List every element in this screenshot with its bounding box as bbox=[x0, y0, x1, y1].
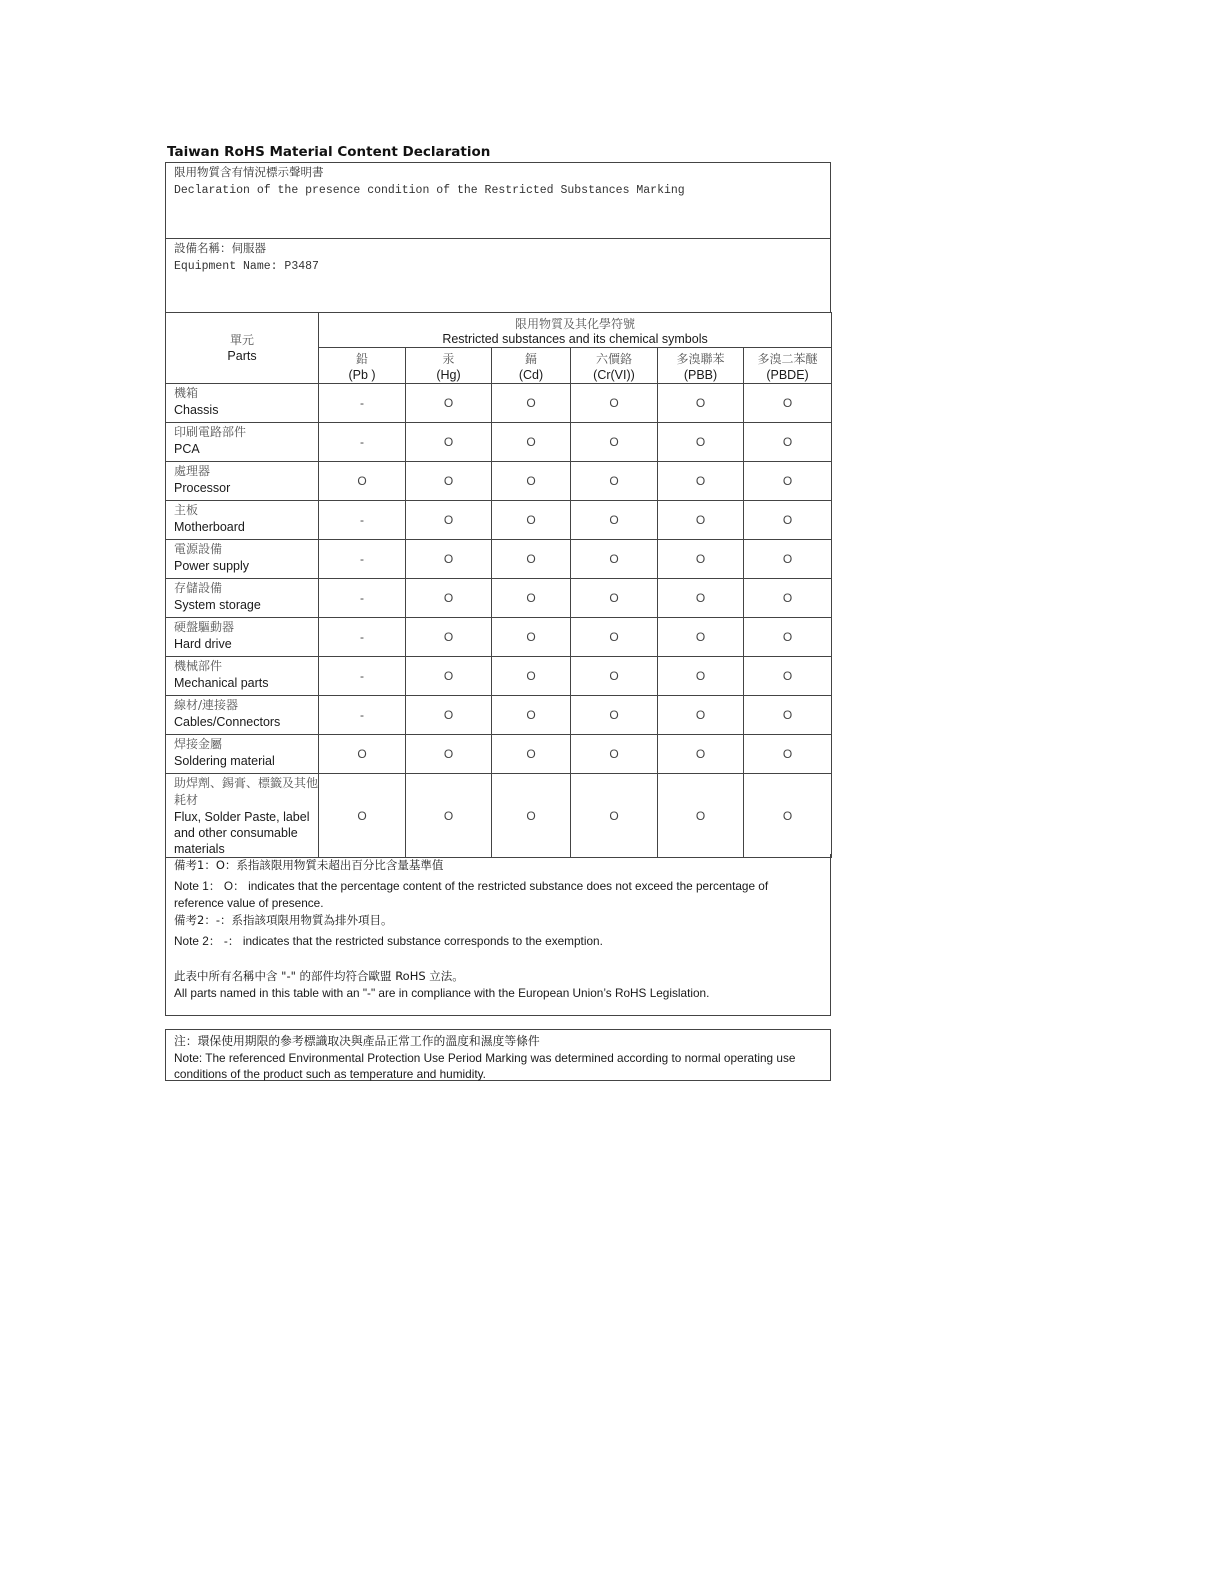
substance-cn: 多溴聯苯 bbox=[676, 352, 725, 366]
substance-cn: 鎘 bbox=[524, 352, 537, 366]
substance-value-cell: O bbox=[744, 696, 832, 735]
declaration-en: Declaration of the presence condition of the Restricted Substances Marking bbox=[174, 184, 685, 197]
substance-value-cell: - bbox=[319, 501, 406, 540]
part-cell bbox=[166, 618, 319, 657]
substance-value-cell: O bbox=[744, 501, 832, 540]
substance-value-cell: O bbox=[571, 540, 658, 579]
compliance-en: All parts named in this table with an "-" are in compliance with the European Union’s RoHS Legislation. bbox=[174, 986, 710, 1000]
substance-symbol: (Hg) bbox=[436, 368, 461, 382]
substance-value-cell: O bbox=[658, 657, 744, 696]
part-name-en: Flux, Solder Paste, label and other consumable materials bbox=[174, 810, 310, 856]
substance-value-cell: O bbox=[406, 423, 492, 462]
substance-value-cell: O bbox=[571, 618, 658, 657]
substance-value-cell: O bbox=[658, 540, 744, 579]
part-name-cn: 電源設備 bbox=[174, 542, 223, 556]
part-name-cn: 硬盤驅動器 bbox=[174, 620, 235, 634]
part-name-en: PCA bbox=[174, 442, 200, 456]
rohs-table bbox=[165, 312, 832, 858]
note2-en: Note 2： -： indicates that the restricted substance corresponds to the exemption. bbox=[174, 934, 603, 948]
substance-value-cell: O bbox=[319, 774, 406, 858]
substance-symbol: (Cd) bbox=[518, 368, 544, 382]
substance-header bbox=[319, 348, 406, 384]
substance-value-cell: O bbox=[319, 462, 406, 501]
substance-value-cell: O bbox=[658, 423, 744, 462]
substance-value-cell: - bbox=[319, 579, 406, 618]
substance-header bbox=[406, 348, 492, 384]
substance-value-cell: O bbox=[658, 735, 744, 774]
part-cell bbox=[166, 657, 319, 696]
substance-value-cell: O bbox=[744, 540, 832, 579]
part-name-cn: 機箱 bbox=[174, 386, 199, 400]
substances-header-cn: 限用物質及其化學符號 bbox=[515, 317, 636, 331]
substance-value-cell: O bbox=[658, 774, 744, 858]
substance-value-cell: O bbox=[658, 462, 744, 501]
notes-section bbox=[165, 854, 831, 1016]
substance-value-cell: - bbox=[319, 384, 406, 423]
equipment-en: Equipment Name: P3487 bbox=[174, 260, 319, 273]
substance-value-cell: O bbox=[658, 384, 744, 423]
substance-cn: 多溴二苯醚 bbox=[757, 352, 818, 366]
table-row bbox=[166, 462, 832, 501]
substance-value-cell: O bbox=[492, 657, 571, 696]
table-row bbox=[166, 501, 832, 540]
part-cell bbox=[166, 462, 319, 501]
substance-value-cell: O bbox=[406, 618, 492, 657]
substance-value-cell: O bbox=[658, 696, 744, 735]
part-name-cn: 處理器 bbox=[174, 464, 211, 478]
substance-value-cell: O bbox=[492, 462, 571, 501]
substance-value-cell: O bbox=[658, 579, 744, 618]
substance-value-cell: O bbox=[406, 774, 492, 858]
substance-value-cell: O bbox=[571, 696, 658, 735]
table-row bbox=[166, 579, 832, 618]
part-name-en: Hard drive bbox=[174, 637, 232, 651]
substance-value-cell: O bbox=[319, 735, 406, 774]
part-cell bbox=[166, 774, 319, 858]
parts-header-cn: 單元 bbox=[229, 333, 254, 347]
substance-value-cell: O bbox=[744, 618, 832, 657]
substance-symbol: (PBDE) bbox=[766, 368, 809, 382]
parts-header-en: Parts bbox=[227, 349, 257, 363]
substance-value-cell: O bbox=[492, 423, 571, 462]
table-row bbox=[166, 657, 832, 696]
substance-value-cell: O bbox=[406, 540, 492, 579]
part-cell bbox=[166, 384, 319, 423]
substance-value-cell: O bbox=[492, 579, 571, 618]
part-cell bbox=[166, 423, 319, 462]
part-cell bbox=[166, 579, 319, 618]
substance-value-cell: O bbox=[658, 618, 744, 657]
substance-value-cell: O bbox=[744, 384, 832, 423]
bottom-note-en: Note: The referenced Environmental Protection Use Period Marking was determined according to normal operating use conditions of the product such as temperature and humidity. bbox=[174, 1051, 796, 1081]
substance-symbol: (PBB) bbox=[683, 368, 718, 382]
substance-value-cell: O bbox=[406, 735, 492, 774]
part-name-en: Soldering material bbox=[174, 754, 275, 768]
table-row bbox=[166, 735, 832, 774]
substance-value-cell: - bbox=[319, 540, 406, 579]
part-name-en: Power supply bbox=[174, 559, 250, 573]
substance-value-cell: O bbox=[571, 423, 658, 462]
substance-value-cell: O bbox=[744, 579, 832, 618]
document-title: Taiwan RoHS Material Content Declaration bbox=[167, 144, 491, 160]
substance-value-cell: O bbox=[571, 657, 658, 696]
declaration-box bbox=[165, 162, 831, 239]
part-cell bbox=[166, 696, 319, 735]
substance-value-cell: O bbox=[492, 501, 571, 540]
bottom-note-box bbox=[165, 1029, 831, 1081]
part-name-en: Cables/Connectors bbox=[174, 715, 281, 729]
substance-cn: 六價鉻 bbox=[595, 352, 632, 366]
equipment-cn: 設備名稱：伺服器 bbox=[174, 243, 266, 256]
substance-cn: 汞 bbox=[442, 352, 455, 366]
substance-cn: 鉛 bbox=[355, 352, 368, 366]
part-cell bbox=[166, 540, 319, 579]
substance-value-cell: - bbox=[319, 657, 406, 696]
substance-value-cell: O bbox=[744, 423, 832, 462]
bottom-note-cn: 注：環保使用期限的參考標識取决與產品正常工作的溫度和濕度等條件 bbox=[174, 1034, 540, 1048]
substance-value-cell: O bbox=[406, 579, 492, 618]
part-name-en: System storage bbox=[174, 598, 261, 612]
part-name-cn: 主板 bbox=[174, 503, 199, 517]
substance-value-cell: O bbox=[571, 774, 658, 858]
substance-value-cell: - bbox=[319, 423, 406, 462]
substance-header bbox=[658, 348, 744, 384]
substance-value-cell: - bbox=[319, 618, 406, 657]
part-name-cn: 焊接金屬 bbox=[174, 737, 223, 751]
compliance-cn: 此表中所有名稱中含 "-" 的部件均符合歐盟 RoHS 立法。 bbox=[174, 969, 464, 983]
substance-symbol: (Cr(VI)) bbox=[593, 368, 635, 382]
substance-value-cell: O bbox=[492, 384, 571, 423]
substance-value-cell: O bbox=[571, 579, 658, 618]
substance-value-cell: O bbox=[492, 540, 571, 579]
substances-header-en: Restricted substances and its chemical symbols bbox=[442, 332, 708, 346]
substance-value-cell: O bbox=[492, 618, 571, 657]
substance-value-cell: O bbox=[571, 462, 658, 501]
substance-header bbox=[492, 348, 571, 384]
part-cell bbox=[166, 735, 319, 774]
substance-value-cell: O bbox=[492, 696, 571, 735]
part-name-cn: 印刷電路部件 bbox=[174, 425, 247, 439]
table-row bbox=[166, 384, 832, 423]
part-name-cn: 存儲設備 bbox=[174, 581, 223, 595]
parts-header bbox=[166, 313, 319, 384]
part-name-en: Processor bbox=[174, 481, 231, 495]
substance-value-cell: O bbox=[406, 696, 492, 735]
substance-value-cell: O bbox=[492, 774, 571, 858]
part-name-en: Mechanical parts bbox=[174, 676, 269, 690]
substance-symbol: (Pb ) bbox=[348, 368, 376, 382]
note1-en: Note 1： O： indicates that the percentage content of the restricted substance does not exceed the percentage of reference value of presence. bbox=[174, 879, 769, 910]
substance-value-cell: O bbox=[571, 735, 658, 774]
substance-value-cell: O bbox=[744, 657, 832, 696]
substance-value-cell: O bbox=[744, 735, 832, 774]
part-name-cn: 助焊劑、錫膏、標籤及其他耗材 bbox=[174, 776, 319, 807]
substance-value-cell: O bbox=[571, 501, 658, 540]
substance-value-cell: O bbox=[658, 501, 744, 540]
equipment-box bbox=[165, 238, 831, 313]
part-name-cn: 機械部件 bbox=[174, 659, 223, 673]
table-row bbox=[166, 618, 832, 657]
note2-cn: 備考2：-：系指該項限用物質為排外項目。 bbox=[174, 913, 393, 927]
table-row bbox=[166, 423, 832, 462]
substance-value-cell: O bbox=[571, 384, 658, 423]
table-row bbox=[166, 540, 832, 579]
declaration-cn: 限用物質含有情況標示聲明書 bbox=[174, 167, 324, 180]
part-name-cn: 線材/連接器 bbox=[174, 698, 239, 712]
substance-header bbox=[744, 348, 832, 384]
substances-header bbox=[319, 313, 832, 348]
substance-value-cell: O bbox=[406, 384, 492, 423]
substance-value-cell: O bbox=[406, 657, 492, 696]
part-name-en: Chassis bbox=[174, 403, 219, 417]
substance-value-cell: O bbox=[744, 774, 832, 858]
substance-value-cell: O bbox=[406, 462, 492, 501]
substance-value-cell: O bbox=[744, 462, 832, 501]
substance-value-cell: O bbox=[406, 501, 492, 540]
substance-header bbox=[571, 348, 658, 384]
table-row bbox=[166, 696, 832, 735]
substance-value-cell: - bbox=[319, 696, 406, 735]
table-row bbox=[166, 774, 832, 858]
note1-cn: 備考1：O：系指該限用物質未超出百分比含量基準值 bbox=[174, 858, 444, 872]
substance-value-cell: O bbox=[492, 735, 571, 774]
part-cell bbox=[166, 501, 319, 540]
part-name-en: Motherboard bbox=[174, 520, 245, 534]
